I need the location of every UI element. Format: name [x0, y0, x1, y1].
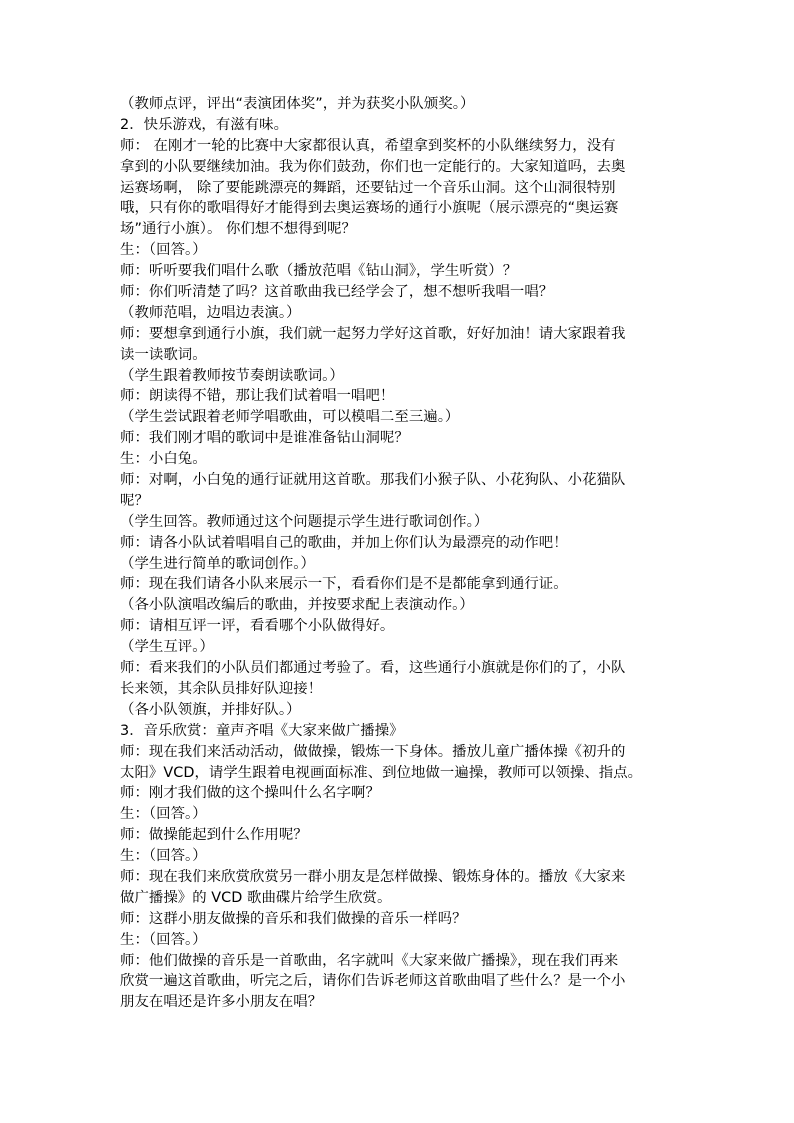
text-line: 生：（回答。） — [120, 242, 207, 259]
text-line: 师：对啊，小白兔的通行证就用这首歌。那我们小猴子队、小花狗队、小花猫队 — [120, 472, 626, 489]
text-line: 生：（回答。） — [120, 848, 207, 865]
text-line: 师：看来我们的小队员们都通过考验了。看，这些通行小旗就是你们的了，小队 — [120, 660, 626, 677]
text-line: （各小队演唱改编后的歌曲，并按要求配上表演动作。） — [120, 597, 474, 614]
text-line: 师：做操能起到什么作用呢？ — [120, 827, 308, 844]
text-line: （各小队领旗，并排好队。） — [120, 701, 301, 718]
text-line: （教师范唱，边唱边表演。） — [120, 304, 301, 321]
text-line: 运赛场啊， 除了要能跳漂亮的舞蹈，还要钻过一个音乐山洞。这个山洞很特别 — [120, 179, 616, 196]
text-line: 师：现在我们来欣赏欣赏另一群小朋友是怎样做操、锻炼身体的。播放《大家来 — [120, 868, 626, 885]
text-line: （学生回答。教师通过这个问题提示学生进行歌词创作。） — [120, 513, 489, 530]
text-line: 师：我们刚才唱的歌词中是谁准备钻山洞呢？ — [120, 430, 409, 447]
text-line: 师： 在刚才一轮的比赛中大家都很认真，希望拿到奖杯的小队继续努力，没有 — [120, 137, 616, 154]
text-line: 师：现在我们请各小队来展示一下，看看你们是不是都能拿到通行证。 — [120, 576, 568, 593]
text-line: 做广播操》的 VCD 歌曲碟片给学生欣赏。 — [120, 889, 392, 906]
text-line: 场”通行小旗）。 你们想不想得到呢？ — [120, 221, 356, 238]
text-line: （学生跟着教师按节奏朗读歌词。） — [120, 367, 344, 384]
text-line: 师：刚才我们做的这个操叫什么名字啊？ — [120, 785, 380, 802]
text-line: 朋友在唱还是许多小朋友在唱？ — [120, 994, 323, 1011]
text-line: 3．音乐欣赏：童声齐唱《大家来做广播操》 — [120, 722, 404, 739]
text-line: 师：请各小队试着唱唱自己的歌曲，并加上你们认为最漂亮的动作吧！ — [120, 534, 568, 551]
text-line: 生：（回答。） — [120, 806, 207, 823]
document-body — [120, 94, 676, 1013]
text-line: （学生互评。） — [120, 639, 214, 656]
text-line: 师：朗读得不错，那让我们试着唱一唱吧！ — [120, 388, 395, 405]
text-line: 师：你们听清楚了吗？这首歌曲我已经学会了，想不想听我唱一唱？ — [120, 284, 554, 301]
text-line: 师：听听要我们唱什么歌（播放范唱《钻山洞》，学生听赏）？ — [120, 263, 518, 280]
text-line: 师：请相互评一评，看看哪个小队做得好。 — [120, 618, 395, 635]
text-line: 长来领，其余队员排好队迎接！ — [120, 680, 323, 697]
text-line: 读一读歌词。 — [120, 346, 207, 363]
text-line: 呢？ — [120, 492, 149, 509]
text-line: （学生进行简单的歌词创作。） — [120, 555, 315, 572]
text-line: 欣赏一遍这首歌曲，听完之后，请你们告诉老师这首歌曲唱了些什么？是一个小 — [120, 973, 626, 990]
text-line: 师：这群小朋友做操的音乐和我们做操的音乐一样吗？ — [120, 910, 467, 927]
text-line: 师：要想拿到通行小旗，我们就一起努力学好这首歌，好好加油！请大家跟着我 — [120, 325, 626, 342]
text-line: 生：小白兔。 — [120, 451, 207, 468]
text-line: 生：（回答。） — [120, 931, 207, 948]
text-line: （教师点评，评出“表演团体奖”，并为获奖小队颁奖。） — [120, 96, 475, 112]
text-line: 2．快乐游戏，有滋有味。 — [120, 116, 289, 133]
text-line: 师：他们做操的音乐是一首歌曲，名字就叫《大家来做广播操》，现在我们再来 — [120, 952, 619, 969]
text-line: 太阳》VCD，请学生跟着电视画面标准、到位地做一遍操，教师可以领操、指点。 — [120, 764, 643, 781]
text-line: （学生尝试跟着老师学唱歌曲，可以模唱二至三遍。） — [120, 409, 460, 426]
text-line: 师：现在我们来活动活动，做做操，锻炼一下身体。播放儿童广播体操《初升的 — [120, 743, 626, 760]
text-line: 哦，只有你的歌唱得好才能得到去奥运赛场的通行小旗呢（展示漂亮的“奥运赛 — [120, 200, 619, 217]
text-line: 拿到的小队要继续加油。我为你们鼓劲，你们也一定能行的。大家知道吗，去奥 — [120, 158, 626, 175]
